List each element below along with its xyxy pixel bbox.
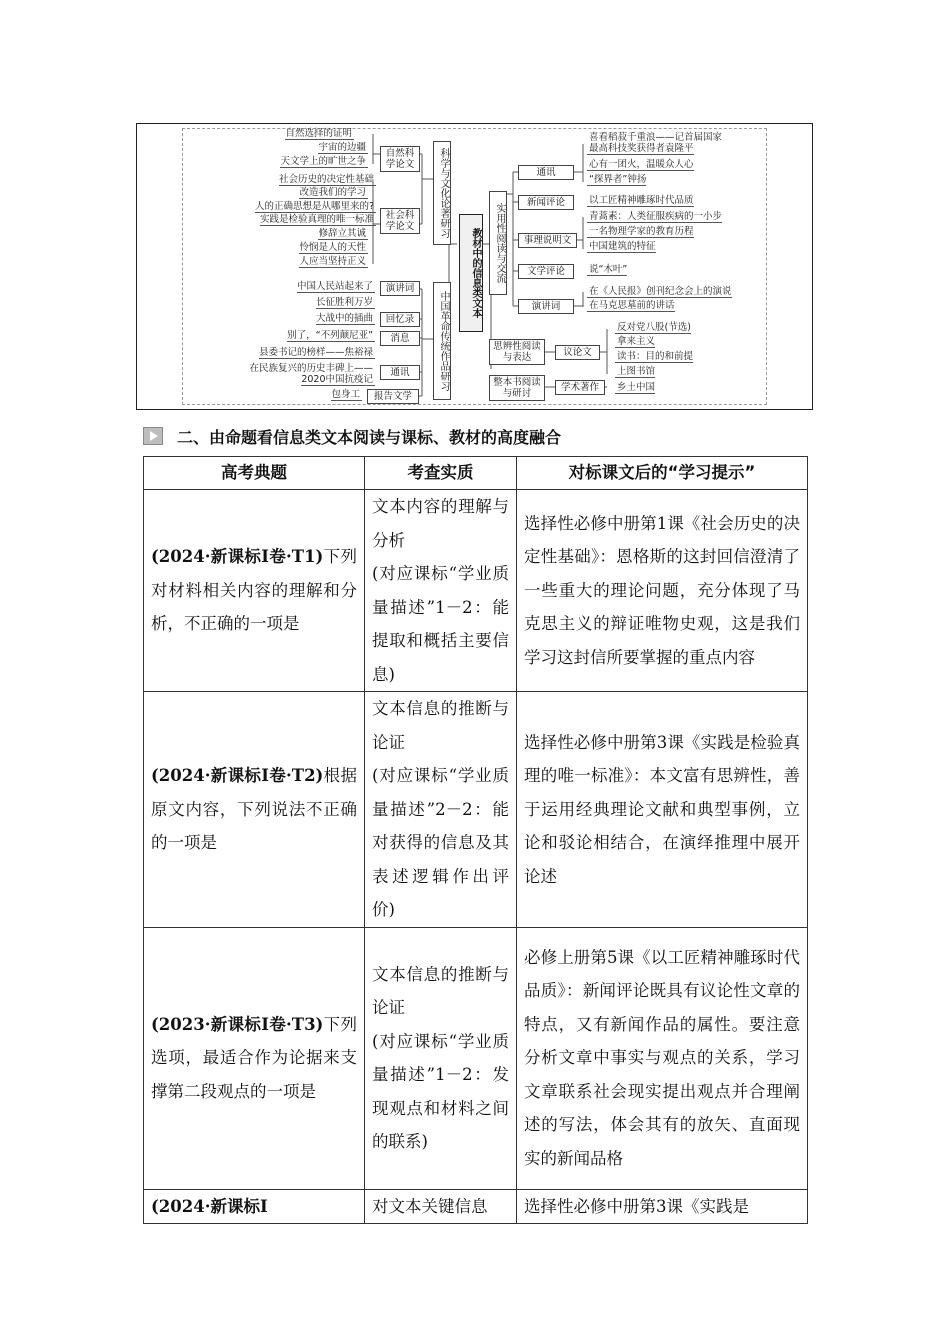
leaf-shili-1: 青蒿素：人类征服疾病的一小步 <box>589 211 723 222</box>
leaf-tongxun-3: 心有一团火，温暖众人心 <box>589 159 694 170</box>
cell-essence <box>365 692 517 928</box>
cat-speech: 演讲词 <box>380 281 420 296</box>
cat-tongxun: 通讯 <box>518 165 574 180</box>
table-row <box>144 927 808 1189</box>
exam-source: (2023·新课标Ⅰ卷·T3) <box>151 1014 324 1034</box>
header-exam: 高考典题 <box>144 457 365 490</box>
leaf-yanjiang-2: 在马克思墓前的讲话 <box>589 300 675 311</box>
essence-title: 文本信息的推断与论证 <box>372 699 509 752</box>
cat-memoir: 回忆录 <box>380 312 420 327</box>
cell-essence <box>365 927 517 1189</box>
leaf-memoir-2: 大战中的插曲 <box>315 313 373 324</box>
leaf-tongxun-1: 喜看稻菽千重浪——记首届国家 <box>589 132 723 143</box>
cat-news: 消息 <box>380 331 420 346</box>
leaf-tongxun-2: 最高科技奖获得者袁隆平 <box>589 143 694 154</box>
cell-essence <box>365 490 517 692</box>
leaf-social-2: 改造我们的学习 <box>299 187 366 198</box>
table-row <box>144 490 808 692</box>
cell-tip: 选择性必修中册第3课《实践是 <box>517 1189 808 1224</box>
cat-report: 通讯 <box>380 365 420 380</box>
leaf-social-4: 实践是检验真理的唯一标准 <box>259 214 374 225</box>
leaf-shili-3: 中国建筑的特征 <box>589 241 656 252</box>
cat-shili: 事理说明文 <box>518 233 577 248</box>
leaf-wenxue-1: 说“木叶” <box>589 264 628 275</box>
leaf-social-1: 社会历史的决定性基础 <box>278 174 374 185</box>
mind-map-center: 教材中的信息类文本 <box>459 214 483 332</box>
header-essence: 考查实质 <box>365 457 517 490</box>
leaf-report-3: 2020中国抗疫记 <box>301 374 373 385</box>
cell-exam <box>144 1189 365 1224</box>
leaf-reportage-1: 包身工 <box>331 389 360 400</box>
leaf-tongxun-4: “探界者”钟扬 <box>589 174 647 185</box>
cat-xueshu: 学术著作 <box>555 380 605 395</box>
cat-wenxue: 文学评论 <box>518 264 574 279</box>
cat-social: 社会科学论文 <box>380 208 420 234</box>
leaf-natural-3: 天文学上的旷世之争 <box>280 156 366 167</box>
leaf-social-5: 修辞立其诚 <box>318 228 366 239</box>
exam-source: (2024·新课标Ⅰ卷·T1) <box>151 547 324 567</box>
leaf-shili-2: 一名物理学家的教育历程 <box>589 226 694 237</box>
leaf-news-1: 别了，“不列颠尼亚” <box>287 330 373 341</box>
table-header-row <box>144 457 808 490</box>
leaf-social-7: 人应当坚持正义 <box>299 256 366 267</box>
leaf-report-2: 在民族复兴的历史丰碑上—— <box>249 363 373 374</box>
exam-source: (2024·新课标Ⅰ卷·T2) <box>151 766 324 785</box>
branch-science: 科学与文化论著研习 <box>433 141 451 245</box>
section-title: 二、由命题看信息类文本阅读与课标、教材的高度融合 <box>177 427 562 447</box>
cat-yanjiang: 演讲词 <box>518 299 574 314</box>
leaf-social-3: 人的正确思想是从哪里来的? <box>254 201 374 212</box>
cell-tip: 必修上册第5课《以工匠精神雕琢时代品质》：新闻评论既具有议论性文章的特点，又有新闻作品的属性。要注意分析文章中事实与观点的关系，学习文章联系社会现实提出观点并合理阐述的写法，体会其有的放矢、直面现实的新闻品格 <box>517 927 808 1189</box>
leaf-xinwen-1: 以工匠精神雕琢时代品质 <box>589 195 694 206</box>
mind-map <box>136 123 813 410</box>
cat-natural: 自然科学论文 <box>380 146 420 172</box>
exam-question: 下列选项，最适合作为论据来支撑第二段观点的一项是 <box>151 1014 357 1101</box>
table-row-partial <box>144 1189 808 1224</box>
section-heading <box>143 424 561 448</box>
play-triangle-icon <box>143 427 163 445</box>
table-row <box>144 692 808 928</box>
cell-exam <box>144 490 365 692</box>
header-tip: 对标课文后的“学习提示” <box>517 457 808 490</box>
cat-xinwen: 新闻评论 <box>518 195 574 210</box>
branch-practical: 实用性阅读与交流 <box>489 191 507 295</box>
leaf-yilun-4: 上图书馆 <box>617 366 656 377</box>
leaf-social-6: 怜悯是人的天性 <box>299 242 366 253</box>
leaf-report-1: 县委书记的榜样——焦裕禄 <box>258 347 373 358</box>
branch-debate: 思辨性阅读与表达 <box>489 339 545 365</box>
leaf-xueshu-1: 乡土中国 <box>617 382 656 393</box>
branch-wholebook: 整本书阅读与研讨 <box>489 375 545 401</box>
cat-reportage: 报告文学 <box>367 389 419 404</box>
exam-question: 下列对材料相关内容的理解和分析，不正确的一项是 <box>151 547 357 634</box>
leaf-speech-1: 中国人民站起来了 <box>296 281 373 292</box>
essence-note: (对应课标“学业质量描述”2－2：能对获得的信息及其表述逻辑作出评价) <box>372 766 509 919</box>
exam-source: (2024·新课标Ⅰ <box>151 1196 268 1216</box>
exam-table <box>143 456 808 1224</box>
leaf-natural-2: 宇宙的边疆 <box>318 142 366 153</box>
essence-note: (对应课标“学业质量描述”1－2：能提取和概括主要信息) <box>372 564 509 684</box>
exam-question: 根据原文内容，下列说法不正确的一项是 <box>151 766 357 852</box>
cell-exam <box>144 927 365 1189</box>
cell-exam <box>144 692 365 928</box>
essence-title: 文本内容的理解与分析 <box>372 497 509 550</box>
cell-essence: 对文本关键信息 <box>365 1189 517 1224</box>
leaf-natural-1: 自然选择的证明 <box>285 128 352 139</box>
branch-revolution: 中国革命传统作品研习 <box>433 282 451 400</box>
leaf-yilun-1: 反对党八股(节选) <box>617 322 691 333</box>
cell-tip: 选择性必修中册第1课《社会历史的决定性基础》：恩格斯的这封回信澄清了一些重大的理论问题，充分体现了马克思主义的辩证唯物史观，这是我们学习这封信所要掌握的重点内容 <box>517 490 808 692</box>
essence-title: 文本信息的推断与论证 <box>372 964 509 1017</box>
cell-tip: 选择性必修中册第3课《实践是检验真理的唯一标准》：本文富有思辨性，善于运用经典理论文献和典型事例，立论和驳论相结合，在演绎推理中展开论述 <box>517 692 808 928</box>
leaf-yilun-3: 读书：目的和前提 <box>617 351 694 362</box>
leaf-yanjiang-1: 在《人民报》创刊纪念会上的演说 <box>589 286 732 297</box>
essence-note: (对应课标“学业质量描述”1－2：发现观点和材料之间的联系) <box>372 1031 509 1151</box>
cat-yilun: 议论文 <box>555 345 600 360</box>
leaf-yilun-2: 拿来主义 <box>617 336 656 347</box>
leaf-memoir-1: 长征胜利万岁 <box>315 297 373 308</box>
